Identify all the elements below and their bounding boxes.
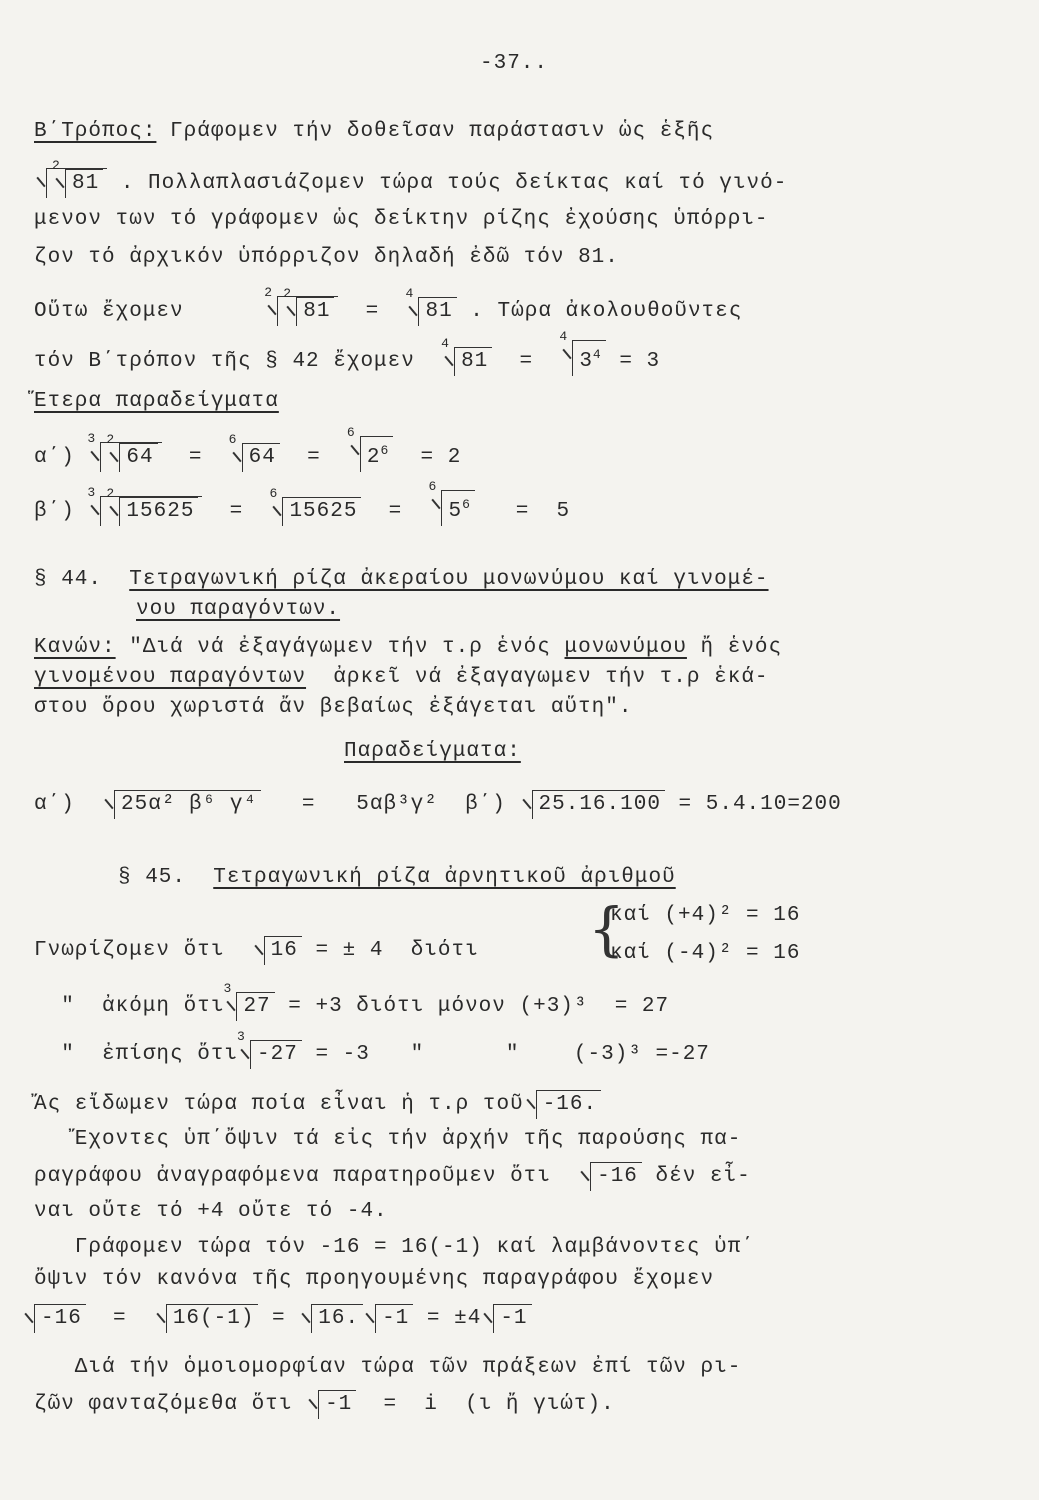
section-44-title-cont: νου παραγόντων. [136,598,341,621]
root-index: 2 [283,286,293,301]
example-a [34,425,462,472]
text-underlined: μονωνύμου [564,636,687,659]
result: = 5.4.10=200 [664,793,842,816]
root [532,790,665,819]
method-b-label: Β΄Τρόπος: [34,120,157,143]
radicand: -1 [325,1393,353,1416]
exponent: 4 [592,347,602,362]
root [346,425,393,472]
radicand: 16. [318,1307,360,1330]
line-we-know [34,936,479,965]
line-4: ζον τό ἀρχικόν ὑπόρριζον δηλαδή ἐδῶ τόν 81. [34,246,619,269]
root [34,1304,86,1333]
radicand: 81 [303,300,331,323]
rule-line-3: στου ὅρου χωριστά ἄν βεβαίως ἐξάγεται αὕτη". [34,696,633,719]
rule-line-1 [34,634,782,662]
root-index: 3 [237,1029,246,1044]
text: = ± 4 διότι [301,939,479,962]
root [166,1304,259,1333]
root-index: 3 [87,485,97,500]
equals: = [338,300,407,323]
monomial-examples [34,790,842,819]
root-index: 2 [264,285,274,300]
radicand: 15625 [126,500,195,523]
root-index: 3 [223,981,233,996]
root-index: 2 [106,486,116,501]
radicand: 64 [248,446,276,469]
root [264,936,302,965]
result: = 5 [474,500,571,523]
root [536,1090,601,1119]
line-imaginary-unit [34,1390,615,1419]
text: = -3 " " (-3)³ =-27 [301,1043,710,1066]
root-index: 2 [106,432,116,447]
line-cube-root-minus-27 [34,1029,710,1069]
equals: = [361,500,430,523]
radicand: 64 [126,446,154,469]
equals: = [279,446,348,469]
text: = i (ι ἤ γιώτ). [356,1393,615,1416]
root-index: 4 [441,336,450,351]
radicand: -16 [597,1165,638,1188]
radicand: -16. [542,1093,598,1116]
section-title: Τετραγωνική ρίζα ἀρνητικοῦ ἀριθμοῦ [213,866,676,889]
radicand: 25α² β⁶ γ⁴ [121,793,258,816]
radicand: 5 [448,500,463,523]
text: Οὕτω ἔχομεν [34,300,184,323]
radicand: 16(-1) [172,1307,255,1330]
line-method-b [34,118,714,146]
section-44-heading [34,566,769,594]
equals: = ±4 [413,1307,482,1330]
root-index: 4 [559,329,569,344]
radicand: 81 [425,300,453,323]
label: α΄) [34,793,75,816]
root-index: 6 [346,425,356,440]
line-k11: ὄψιν τόν κανόνα τῆς προηγουμένης παραγράφου ἔχομεν [34,1268,715,1291]
root [237,1029,302,1069]
root [106,486,198,526]
label: β΄) [34,500,75,523]
root [269,486,361,526]
root [590,1162,642,1191]
text: . Πολλαπλασιάζομεν τώρα τούς δείκτας καί τό γινό- [107,172,788,195]
rule-line-2 [34,664,769,692]
radicand: 25.16.100 [538,793,661,816]
text: ἤ ἑνός [686,636,783,659]
section-45-heading [118,864,676,892]
root-index: 6 [428,479,438,494]
text: ἀρκεῖ νά ἐξαγαγωμεν τήν τ.ρ ἑκά- [306,666,769,689]
text: Γνωρίζομεν ὅτι [34,939,225,962]
root [228,432,280,472]
root [428,479,474,526]
root [223,981,274,1021]
section-title: Τετραγωνική ρίζα ἀκεραίου μονωνύμου καί γινομέ- [129,568,769,591]
root [493,1304,531,1333]
equals: = [85,1307,154,1330]
text: ραγράφου ἀναγραφόμενα παρατηροῦμεν ὅτι [34,1165,579,1188]
nested-root-outer [46,158,107,198]
radicand: -1 [500,1307,528,1330]
line-k9: ναι οὔτε τό +4 οὔτε τό -4. [34,1200,388,1223]
root-index: 4 [405,286,415,301]
text: ζῶν φανταζόμεθα ὅτι [34,1393,293,1416]
formula-sqrt-minus-16 [22,1304,532,1333]
root [264,285,338,326]
line-cube-root-27 [34,981,670,1021]
text: "Διά νά ἐξαγάγωμεν τήν τ.ρ ἑνός [115,636,565,659]
equals: = [492,350,561,373]
root [375,1304,413,1333]
text: " ἐπίσης ὅτι [34,1043,239,1066]
root [114,790,261,819]
line-nested-root [34,158,788,198]
text: . Τώρα ἀκολουθοῦντες [456,300,743,323]
root [283,286,334,326]
line-thus-we-have [34,285,743,326]
equals: = [258,1307,300,1330]
line-lets-see [34,1090,601,1119]
line-3: μενον των τό γράφομεν ὡς δείκτην ρίζης ἐχούσης ὑπόρρι- [34,208,769,231]
line-k7: Ἔχοντες ὑπ΄ὄψιν τά εἰς τήν ἀρχήν τῆς παρούσης πα- [34,1128,742,1151]
radicand: -27 [257,1043,298,1066]
line-k8 [34,1162,751,1191]
line-k10: Γράφομεν τώρα τόν -16 = 16(-1) καί λαμβάνοντες ὑπ΄ [34,1236,755,1259]
example-b [34,479,571,526]
section-number: § 44. [34,568,103,591]
root-index: 2 [52,158,61,173]
text-underlined: γινομένου παραγόντων [34,666,307,689]
radicand: -1 [382,1307,410,1330]
section-number: § 45. [118,866,187,889]
root [311,1304,363,1333]
root [87,431,161,472]
root-index: 6 [269,486,279,501]
radicand: 3 [579,350,593,373]
radicand: 27 [243,995,271,1018]
root [106,432,157,472]
radicand: 81 [461,350,489,373]
exponent: 6 [462,497,471,512]
text: Ἄς εἴδωμεν τώρα ποία εἶναι ἡ τ.ρ τοῦ [34,1093,524,1116]
label: α΄) [34,446,75,469]
text: τόν Β΄τρόπον τῆς § 42 ἔχομεν [34,350,415,373]
root [405,286,456,326]
root [87,485,202,526]
text: δέν εἶ- [641,1165,751,1188]
rule-label: Κανών: [34,636,116,659]
root [441,336,492,376]
condition-1: καί (+4)² = 16 [610,904,801,927]
curly-brace: { [588,895,625,963]
text: = +3 διότι μόνον (+3)³ = 27 [274,995,670,1018]
examples-heading: Παραδείγματα: [344,740,521,763]
result: = 5αβ³γ² [261,793,438,816]
root-index: 6 [228,432,238,447]
text: " ἀκόμη ὅτι [34,995,225,1018]
radicand: 2 [366,446,381,469]
line-method-b-ref [34,329,661,376]
equals: = [202,500,271,523]
text: = 3 [605,350,661,373]
page-number: -37.. [480,52,549,75]
equals: = [161,446,230,469]
other-examples-heading: Ἕτερα παραδείγματα [34,390,279,413]
label: β΄) [437,793,506,816]
radicand: 15625 [289,500,358,523]
nested-root-inner [52,158,103,198]
method-b-text: Γράφομεν τήν δοθεῖσαν παράστασιν ὡς ἑξῆς [156,120,715,143]
root [559,329,605,376]
radicand: 16 [270,939,298,962]
root [318,1390,356,1419]
result: = 2 [393,446,462,469]
root-index: 3 [87,431,97,446]
radicand: -16 [41,1307,82,1330]
condition-2: καί (-4)² = 16 [610,942,801,965]
line-k12: Διά τήν ὁμοιομορφίαν τώρα τῶν πράξεων ἐπί τῶν ρι- [34,1356,742,1379]
exponent: 6 [380,443,390,458]
radicand: 81 [72,172,100,195]
